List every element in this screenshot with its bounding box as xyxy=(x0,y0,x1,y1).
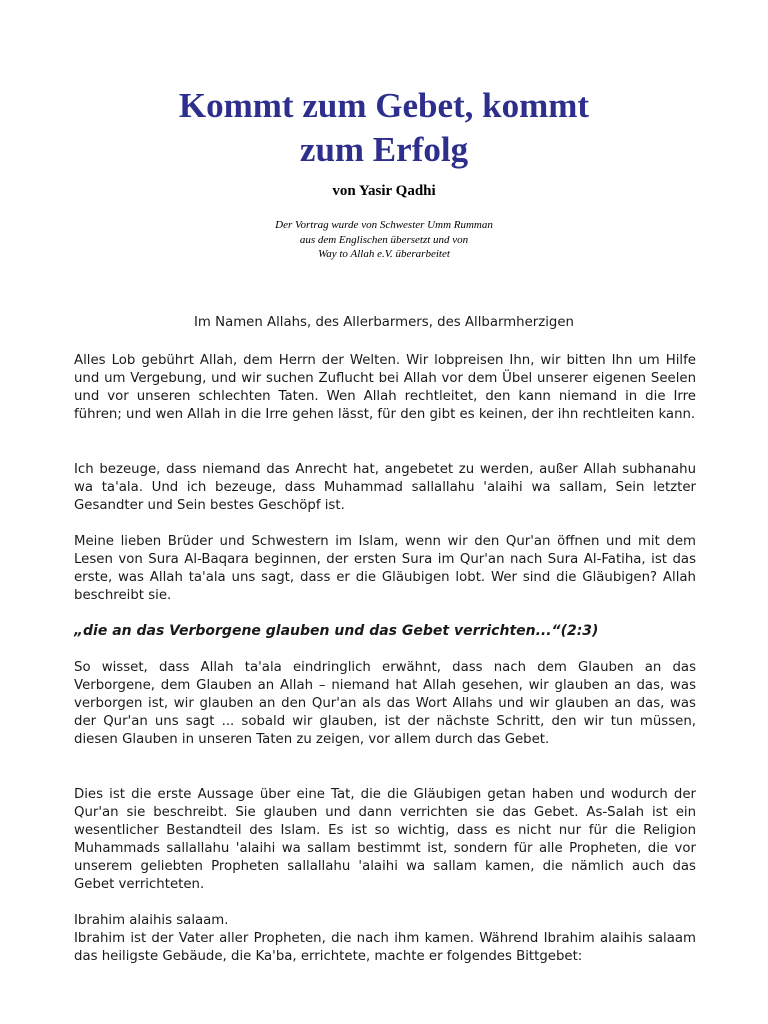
translation-credits xyxy=(0,218,768,262)
author-byline: von Yasir Qadhi xyxy=(332,183,436,199)
credits-line-2: aus dem Englischen übersetzt und von xyxy=(299,233,469,246)
quran-quote: „die an das Verborgene glauben und das Gebet verrichten...“(2:3) xyxy=(74,623,599,639)
credits-line-3: Way to Allah e.V. überarbeitet xyxy=(318,248,450,260)
basmala: Im Namen Allahs, des Allerbarmers, des Allbarmherzigen xyxy=(194,315,574,330)
credits-line-1: Der Vortrag wurde von Schwester Umm Rumman xyxy=(275,219,493,231)
page-title xyxy=(0,84,768,172)
paragraph-6-heading: Ibrahim alaihis salaam. xyxy=(74,913,229,928)
paragraph-6 xyxy=(74,912,696,966)
title-line-1: Kommt zum Gebet, kommt xyxy=(178,86,590,125)
paragraph-5: Dies ist die erste Aussage über eine Tat, die die Gläubigen getan haben und wodurch der Qur'an sie beschreibt. Sie glauben und dann verrichten sie das Gebet. As-Salah ist ein wesentlicher Bestandteil des Islam. Es ist so wichtig, dass es nicht nur für die Religion Muhammads sallallahu 'alaihi wa sallam bestimmt ist, sondern für alle Propheten, die vor unserem geliebten Propheten sallallahu 'alaihi wa sallam kamen, die nämlich auch das Gebet verrichteten. xyxy=(74,787,696,892)
paragraph-4: So wisset, dass Allah ta'ala eindringlich erwähnt, dass nach dem Glauben an das Verborgene, dem Glauben an Allah – niemand hat Allah gesehen, wir glauben an das, was verborgen ist, wir glauben an den Qur'an als das Wort Allahs und wir glauben an das, was der Qur'an uns sagt ... sobald wir glauben, ist der nächste Schritt, den wir tun müssen, diesen Glauben in unseren Taten zu zeigen, vor allem durch das Gebet. xyxy=(74,660,696,747)
paragraph-6-body: Ibrahim ist der Vater aller Propheten, die nach ihm kamen. Während Ibrahim alaihis salaam das heiligste Gebäude, die Ka'ba, errichtete, machte er folgendes Bittgebet: xyxy=(74,931,696,964)
paragraph-1: Alles Lob gebührt Allah, dem Herrn der Welten. Wir lobpreisen Ihn, wir bitten Ihn um Hilfe und um Vergebung, und wir suchen Zuflucht bei Allah vor dem Übel unserer eigenen Seelen und vor unseren schlechten Taten. Wen Allah rechtleitet, den kann niemand in die Irre führen; und wen Allah in die Irre gehen lässt, für den gibt es keinen, der ihn rechtleiten kann. xyxy=(74,353,696,422)
paragraph-3: Meine lieben Brüder und Schwestern im Islam, wenn wir den Qur'an öffnen und mit dem Lesen von Sura Al-Baqara beginnen, der ersten Sura im Qur'an nach Sura Al-Fatiha, ist das erste, was Allah ta'ala uns sagt, dass er die Gläubigen lobt. Wer sind die Gläubigen? Allah beschreibt sie. xyxy=(74,534,696,603)
title-line-2: zum Erfolg xyxy=(299,130,469,169)
paragraph-2: Ich bezeuge, dass niemand das Anrecht hat, angebetet zu werden, außer Allah subhanahu wa ta'ala. Und ich bezeuge, dass Muhammad sallallahu 'alaihi wa sallam, Sein letzter Gesandter und Sein bestes Geschöpf ist. xyxy=(74,462,696,513)
